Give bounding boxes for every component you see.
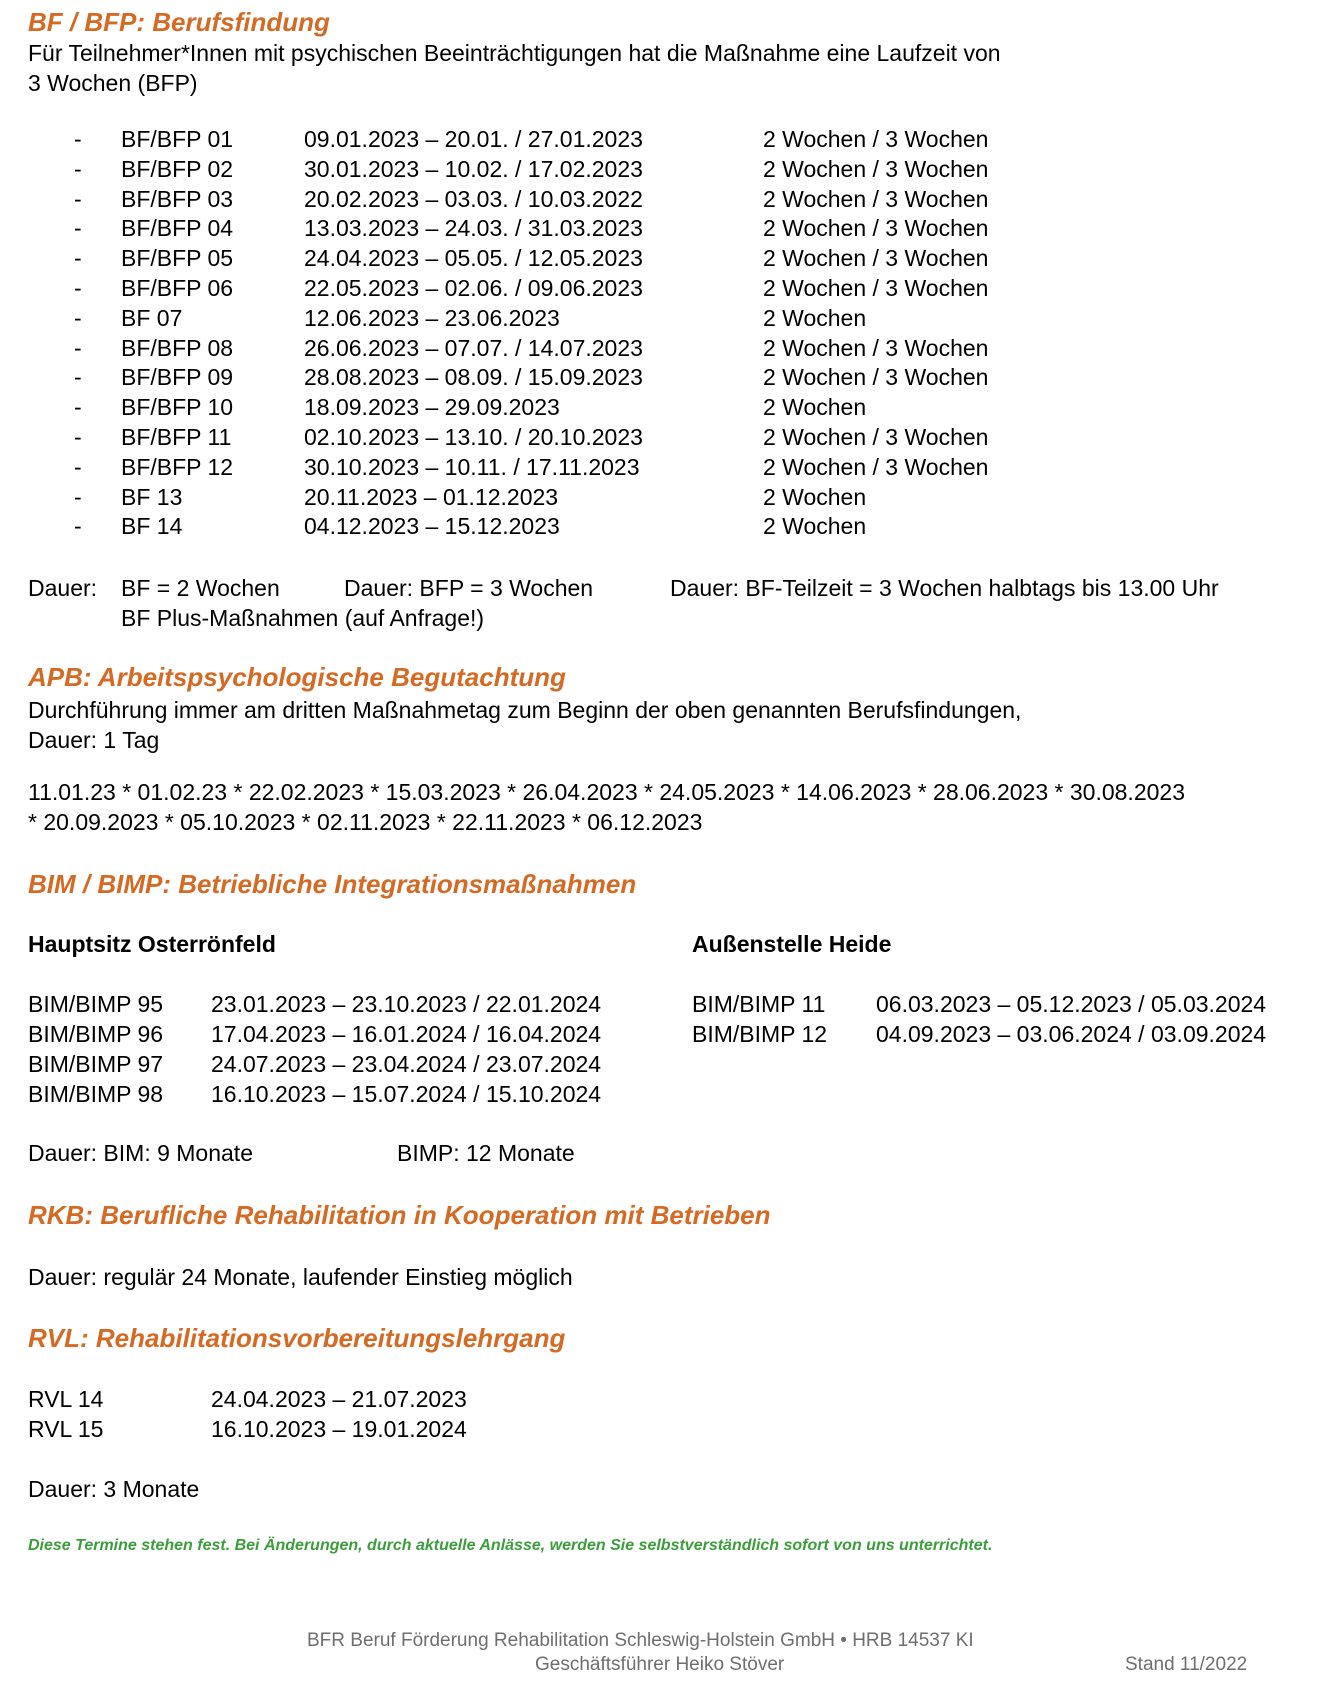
rvl-table bbox=[0, 1384, 700, 1444]
course-dates: 02.10.2023 – 13.10. / 20.10.2023 bbox=[304, 424, 643, 450]
course-code: BF/BFP 11 bbox=[121, 424, 232, 450]
course-duration: 2 Wochen / 3 Wochen bbox=[763, 453, 989, 480]
course-code: BIM/BIMP 97 bbox=[28, 1051, 164, 1077]
list-dash: - bbox=[74, 483, 82, 510]
course-dates: 28.08.2023 – 08.09. / 15.09.2023 bbox=[304, 364, 643, 391]
rvl-row bbox=[0, 1384, 700, 1414]
course-duration: 2 Wochen bbox=[763, 304, 867, 331]
bf-duration-teilzeit: Dauer: BF-Teilzeit = 3 Wochen halbtags bis 13.00 Uhr bbox=[670, 575, 1219, 601]
course-code: BF/BFP 12 bbox=[121, 453, 234, 480]
bf-table-row bbox=[0, 482, 1340, 512]
course-code: BIM/BIMP 11 bbox=[692, 991, 826, 1017]
course-code: BIM/BIMP 96 bbox=[28, 1021, 164, 1047]
bf-table-row bbox=[0, 184, 1340, 214]
course-duration: 2 Wochen bbox=[763, 394, 867, 421]
rvl-row bbox=[0, 1414, 700, 1444]
course-dates: 04.09.2023 – 03.06.2024 / 03.09.2024 bbox=[876, 1021, 1267, 1047]
course-code: BF 07 bbox=[121, 304, 183, 331]
course-code: RVL 14 bbox=[28, 1386, 104, 1412]
list-dash: - bbox=[74, 155, 82, 182]
bim-main-row bbox=[0, 1079, 670, 1109]
bf-table-row bbox=[0, 362, 1340, 392]
course-dates: 18.09.2023 – 29.09.2023 bbox=[304, 394, 560, 421]
bf-section-title: BF / BFP: Berufsfindung bbox=[28, 7, 330, 37]
course-code: BF 14 bbox=[121, 513, 183, 540]
bim-main-row bbox=[0, 1049, 670, 1079]
bim-location-main: Hauptsitz Osterrönfeld bbox=[28, 931, 276, 957]
course-code: BIM/BIMP 98 bbox=[28, 1081, 164, 1107]
course-dates: 24.04.2023 – 21.07.2023 bbox=[211, 1386, 467, 1412]
list-dash: - bbox=[74, 394, 82, 421]
course-code: BF/BFP 08 bbox=[121, 334, 234, 361]
course-duration: 2 Wochen / 3 Wochen bbox=[763, 364, 989, 391]
bim-duration-bimp: BIMP: 12 Monate bbox=[397, 1140, 575, 1166]
bf-table-row bbox=[0, 303, 1340, 333]
list-dash: - bbox=[74, 245, 82, 272]
course-dates: 23.01.2023 – 23.10.2023 / 22.01.2024 bbox=[211, 991, 602, 1017]
bim-section-title: BIM / BIMP: Betriebliche Integrationsmaßnahmen bbox=[28, 869, 637, 899]
course-duration: 2 Wochen bbox=[763, 483, 867, 510]
list-dash: - bbox=[74, 364, 82, 391]
course-code: BF/BFP 04 bbox=[121, 215, 234, 242]
course-dates: 20.02.2023 – 03.03. / 10.03.2022 bbox=[304, 185, 643, 212]
bim-branch-table bbox=[0, 989, 1340, 1049]
list-dash: - bbox=[74, 453, 82, 480]
bf-table-row bbox=[0, 213, 1340, 243]
rkb-duration: Dauer: regulär 24 Monate, laufender Einstieg möglich bbox=[28, 1264, 573, 1290]
list-dash: - bbox=[74, 304, 82, 331]
course-duration: 2 Wochen / 3 Wochen bbox=[763, 155, 989, 182]
bim-branch-row bbox=[0, 989, 1340, 1019]
course-dates: 26.06.2023 – 07.07. / 14.07.2023 bbox=[304, 334, 643, 361]
schedule-note: Diese Termine stehen fest. Bei Änderungen, durch aktuelle Anlässe, werden Sie selbstverständlich sofort von uns unterrichtet. bbox=[28, 1537, 993, 1554]
apb-intro-line1: Durchführung immer am dritten Maßnahmetag zum Beginn der oben genannten Berufsfindungen, bbox=[28, 697, 1022, 723]
bf-duration-bfp: Dauer: BFP = 3 Wochen bbox=[344, 575, 594, 601]
course-dates: 30.10.2023 – 10.11. / 17.11.2023 bbox=[304, 453, 640, 480]
course-code: BF/BFP 06 bbox=[121, 275, 234, 301]
bf-intro-line1: Für Teilnehmer*Innen mit psychischen Beeinträchtigungen hat die Maßnahme eine Laufzeit von bbox=[28, 40, 1001, 66]
course-code: BIM/BIMP 95 bbox=[28, 991, 164, 1017]
course-duration: 2 Wochen / 3 Wochen bbox=[763, 275, 989, 301]
bf-table-row bbox=[0, 124, 1340, 154]
bf-table-row bbox=[0, 511, 1340, 541]
course-code: BF/BFP 02 bbox=[121, 155, 234, 182]
course-dates: 17.04.2023 – 16.01.2024 / 16.04.2024 bbox=[211, 1021, 602, 1047]
list-dash: - bbox=[74, 275, 82, 301]
course-dates: 20.11.2023 – 01.12.2023 bbox=[304, 483, 559, 510]
bf-table-row bbox=[0, 154, 1340, 184]
course-code: BIM/BIMP 12 bbox=[692, 1021, 828, 1047]
course-dates: 24.07.2023 – 23.04.2024 / 23.07.2024 bbox=[211, 1051, 602, 1077]
bf-schedule-table bbox=[0, 124, 1340, 544]
apb-intro-line2: Dauer: 1 Tag bbox=[28, 727, 160, 753]
course-code: BF/BFP 01 bbox=[121, 126, 234, 152]
bf-intro-line2: 3 Wochen (BFP) bbox=[28, 70, 198, 96]
course-code: RVL 15 bbox=[28, 1416, 104, 1442]
rvl-section-title: RVL: Rehabilitationsvorbereitungslehrgang bbox=[28, 1323, 566, 1353]
footer-company: BFR Beruf Förderung Rehabilitation Schleswig-Holstein GmbH • HRB 14537 KI bbox=[307, 1630, 974, 1651]
course-dates: 12.06.2023 – 23.06.2023 bbox=[304, 304, 560, 331]
bim-duration-bim: Dauer: BIM: 9 Monate bbox=[28, 1140, 253, 1166]
course-dates: 09.01.2023 – 20.01. / 27.01.2023 bbox=[304, 126, 643, 152]
course-duration: 2 Wochen / 3 Wochen bbox=[763, 245, 989, 272]
list-dash: - bbox=[74, 215, 82, 242]
bim-location-branch: Außenstelle Heide bbox=[692, 931, 892, 957]
bf-table-row bbox=[0, 273, 1340, 303]
course-code: BF/BFP 05 bbox=[121, 245, 234, 272]
bf-duration-label: Dauer: bbox=[28, 575, 98, 601]
course-code: BF 13 bbox=[121, 483, 183, 510]
rkb-section-title: RKB: Berufliche Rehabilitation in Kooperation mit Betrieben bbox=[28, 1200, 771, 1230]
bf-duration-bf: BF = 2 Wochen bbox=[121, 575, 280, 601]
course-dates: 22.05.2023 – 02.06. / 09.06.2023 bbox=[304, 275, 643, 301]
footer-manager: Geschäftsführer Heiko Stöver bbox=[535, 1654, 785, 1675]
course-code: BF/BFP 10 bbox=[121, 394, 234, 421]
course-dates: 13.03.2023 – 24.03. / 31.03.2023 bbox=[304, 215, 643, 242]
list-dash: - bbox=[74, 424, 82, 450]
course-duration: 2 Wochen bbox=[763, 513, 867, 540]
list-dash: - bbox=[74, 126, 82, 152]
bf-table-row bbox=[0, 422, 1340, 452]
bf-table-row bbox=[0, 333, 1340, 363]
rvl-duration: Dauer: 3 Monate bbox=[28, 1476, 200, 1502]
list-dash: - bbox=[74, 185, 82, 212]
apb-dates-line2: * 20.09.2023 * 05.10.2023 * 02.11.2023 * 22.11.2023 * 06.12.2023 bbox=[28, 809, 703, 835]
apb-dates-line1: 11.01.23 * 01.02.23 * 22.02.2023 * 15.03.2023 * 26.04.2023 * 24.05.2023 * 14.06.2023 * 28.06.2023 * 30.08.2023 bbox=[28, 779, 1185, 805]
course-dates: 24.04.2023 – 05.05. / 12.05.2023 bbox=[304, 245, 643, 272]
course-duration: 2 Wochen / 3 Wochen bbox=[763, 215, 989, 242]
bf-plus-note: BF Plus-Maßnahmen (auf Anfrage!) bbox=[121, 605, 485, 631]
list-dash: - bbox=[74, 334, 82, 361]
bim-branch-row bbox=[0, 1019, 1340, 1049]
course-code: BF/BFP 03 bbox=[121, 185, 234, 212]
course-dates: 16.10.2023 – 15.07.2024 / 15.10.2024 bbox=[211, 1081, 602, 1107]
list-dash: - bbox=[74, 513, 82, 540]
course-code: BF/BFP 09 bbox=[121, 364, 234, 391]
course-dates: 04.12.2023 – 15.12.2023 bbox=[304, 513, 560, 540]
course-duration: 2 Wochen / 3 Wochen bbox=[763, 334, 989, 361]
bf-table-row bbox=[0, 452, 1340, 482]
course-duration: 2 Wochen / 3 Wochen bbox=[763, 126, 989, 152]
course-duration: 2 Wochen / 3 Wochen bbox=[763, 424, 989, 450]
course-dates: 16.10.2023 – 19.01.2024 bbox=[211, 1416, 467, 1442]
course-duration: 2 Wochen / 3 Wochen bbox=[763, 185, 989, 212]
bf-table-row bbox=[0, 243, 1340, 273]
bf-table-row bbox=[0, 392, 1340, 422]
apb-section-title: APB: Arbeitspsychologische Begutachtung bbox=[28, 662, 566, 692]
course-dates: 06.03.2023 – 05.12.2023 / 05.03.2024 bbox=[876, 991, 1267, 1017]
course-dates: 30.01.2023 – 10.02. / 17.02.2023 bbox=[304, 155, 643, 182]
footer-version: Stand 11/2022 bbox=[1125, 1654, 1248, 1675]
